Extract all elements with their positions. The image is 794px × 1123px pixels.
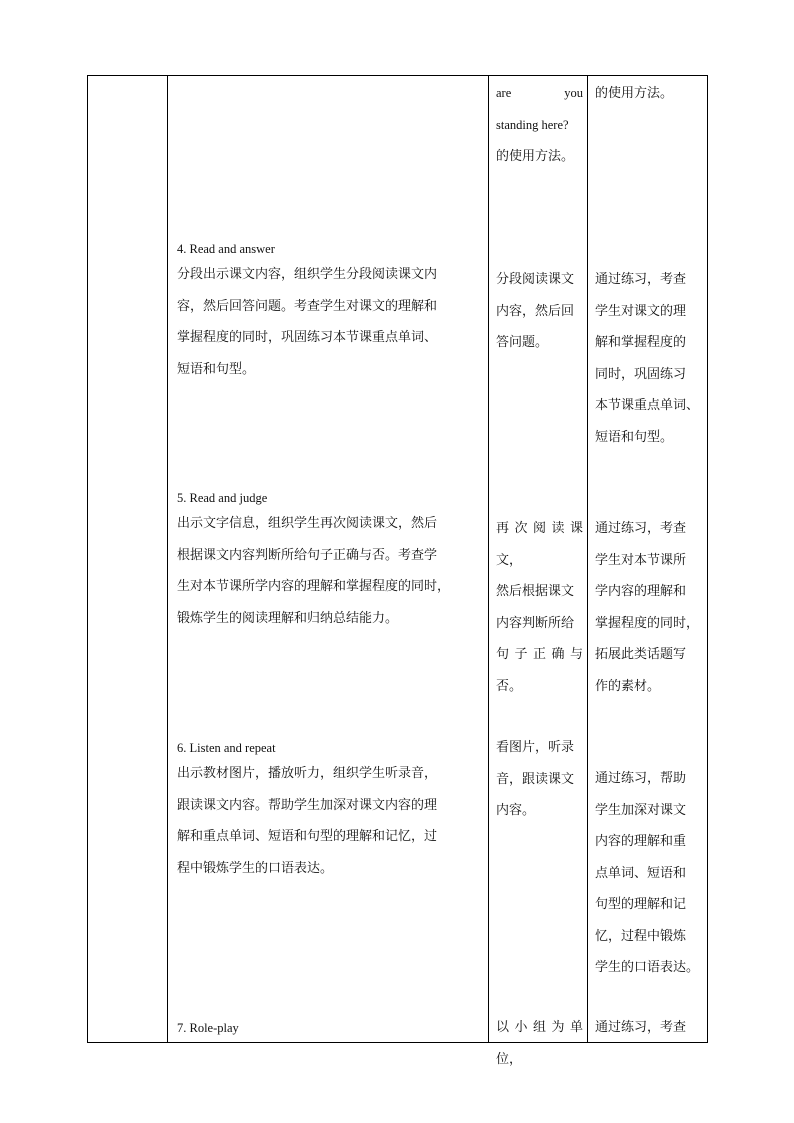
step-line: 内容判断所给	[496, 615, 575, 631]
step-line: 锻炼学生的阅读理解和归纳总结能力。	[177, 610, 399, 626]
step-4-block	[177, 239, 482, 385]
step-line: 跟读课文内容。帮助学生加深对课文内容的理	[177, 797, 438, 813]
step-line: 掌握程度的同时，巩固练习本节课重点单词、	[177, 330, 438, 345]
step-line: 音，跟读课文	[496, 771, 575, 787]
step-line: 根据课文内容判断所给句子正确与否。考查学	[177, 547, 438, 563]
step-line: 学生加深对课文	[595, 802, 687, 818]
step-line: 通过练习，考查	[595, 272, 687, 287]
word: you	[564, 86, 583, 100]
table-row	[88, 76, 708, 1043]
step-6-block	[595, 763, 703, 984]
step-6-block	[177, 738, 482, 884]
step-4-block	[595, 264, 703, 453]
step-line: 学生对课文的理	[595, 303, 687, 319]
step-title: 6. Listen and repeat	[177, 741, 276, 755]
step-title: 5. Read and judge	[177, 491, 268, 505]
step-line: 本节课重点单词、	[595, 398, 700, 413]
step-line: 通过练习，帮助	[595, 771, 687, 786]
step-line: 忆，过程中锻炼	[595, 928, 687, 944]
step-line: standing here?	[496, 117, 569, 132]
step-5-block	[595, 513, 703, 702]
step-line: 句子正确与否。	[496, 647, 583, 694]
step-line: 容，然后回答问题。考查学生对课文的理解和	[177, 298, 438, 314]
student-activity-cell	[489, 76, 588, 1067]
step-4-block	[496, 264, 583, 359]
lesson-plan-table	[87, 75, 708, 1067]
design-intent-cell	[588, 76, 708, 1043]
step-line: 点单词、短语和	[595, 865, 687, 881]
top-block	[496, 78, 583, 173]
step-6-block	[496, 732, 583, 827]
step-line: 学生的口语表达。	[595, 960, 700, 975]
step-line: 分段出示课文内容，组织学生分段阅读课文内	[177, 267, 438, 282]
step-line: 作的素材。	[595, 678, 661, 694]
step-line: 学生对本节课所	[595, 552, 687, 568]
step-line: 掌握程度的同时，	[595, 615, 700, 631]
step-line: 解和掌握程度的	[595, 335, 687, 350]
stage-cell	[88, 76, 168, 1043]
step-7-block	[595, 1012, 703, 1044]
step-line: 拓展此类话题写	[595, 647, 687, 662]
step-7-block	[177, 1018, 482, 1038]
step-line: 分段阅读课文	[496, 272, 575, 287]
teacher-activity-cell	[168, 76, 489, 1043]
step-line: 同时，巩固练习	[595, 366, 687, 382]
step-line: 学内容的理解和	[595, 584, 687, 599]
step-line: 通过练习，考查	[595, 1020, 687, 1035]
step-line: 解和重点单词、短语和句型的理解和记忆，过	[177, 829, 438, 844]
step-line: 短语和句型。	[595, 429, 674, 445]
step-title: 4. Read and answer	[177, 242, 275, 256]
step-line: 出示文字信息，组织学生再次阅读课文，然后	[177, 516, 438, 531]
step-line: 出示教材图片，播放听力，组织学生听录音，	[177, 766, 438, 781]
step-line: 句型的理解和记	[595, 897, 687, 912]
step-line: 看图片，听录	[496, 740, 575, 755]
step-line: 答问题。	[496, 335, 549, 350]
step-line: 再次阅读课文，	[496, 521, 583, 568]
step-line: 短语和句型。	[177, 361, 256, 377]
step-line: 生对本节课所学内容的理解和掌握程度的同时，	[177, 579, 451, 594]
step-line: 内容的理解和重	[595, 834, 687, 849]
step-line: 内容。	[496, 803, 536, 818]
step-5-block	[496, 513, 583, 702]
step-title: 7. Role-play	[177, 1021, 239, 1035]
step-7-block	[496, 1012, 583, 1075]
step-line	[496, 78, 583, 110]
step-line: 程中锻炼学生的口语表达。	[177, 860, 334, 876]
step-line: 以小组为单位，	[496, 1020, 583, 1067]
step-5-block	[177, 488, 482, 634]
step-line: 通过练习，考查	[595, 521, 687, 536]
step-line: 的使用方法。	[496, 149, 575, 164]
step-line: 内容，然后回	[496, 303, 575, 319]
step-line: 然后根据课文	[496, 584, 575, 599]
step-line: 的使用方法。	[595, 86, 674, 101]
top-block	[595, 78, 703, 110]
word: are	[496, 86, 512, 100]
